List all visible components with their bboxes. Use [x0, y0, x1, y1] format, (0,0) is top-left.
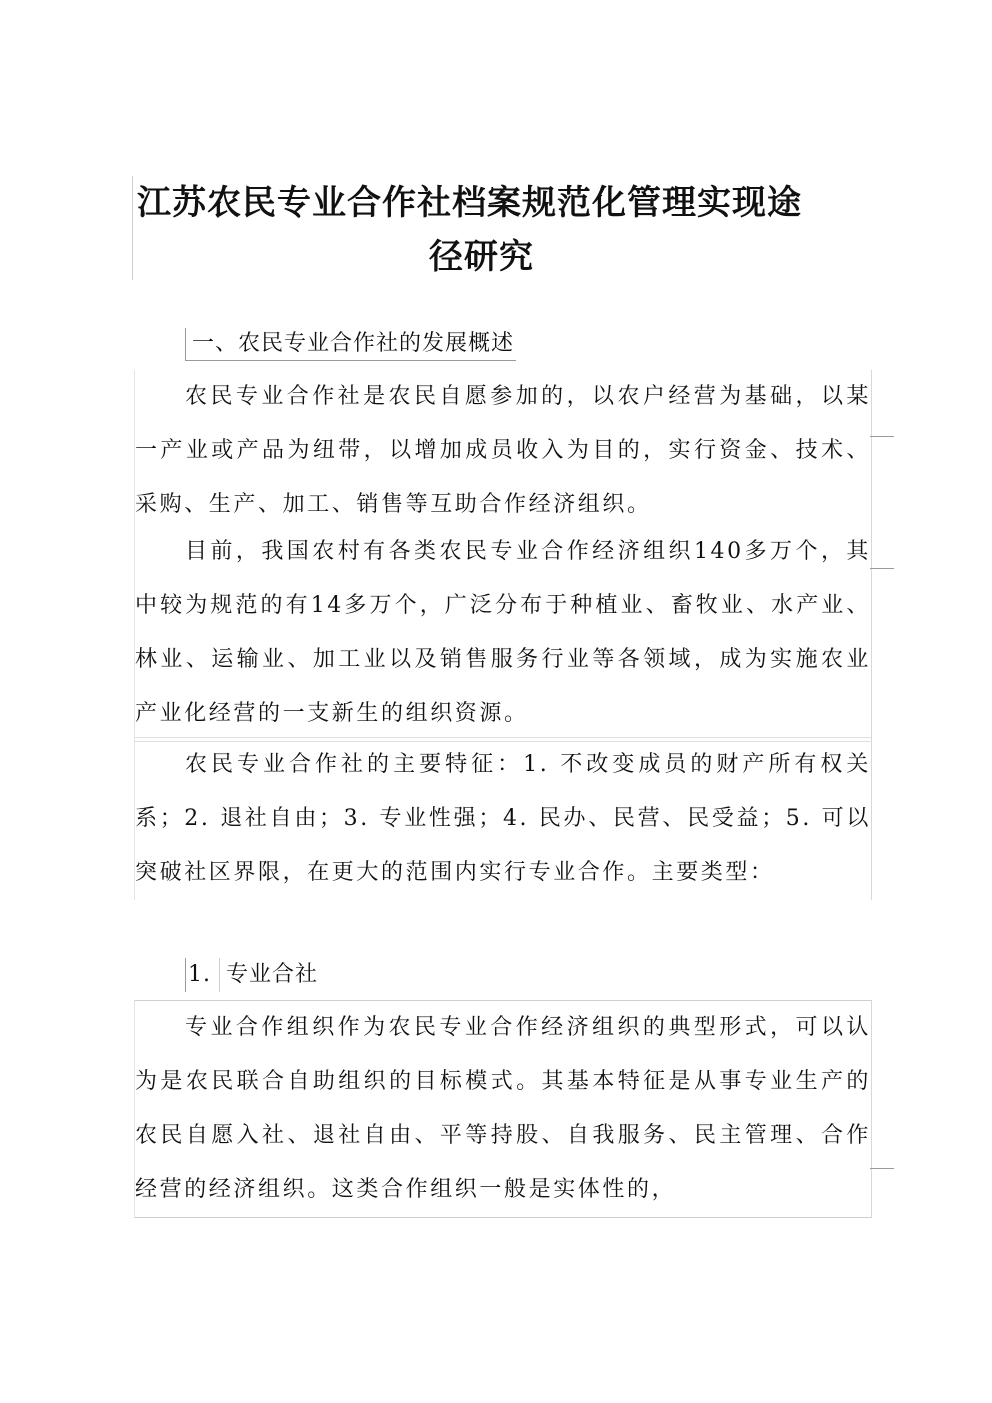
revision-mark: [870, 436, 894, 437]
paragraph-definition: 农民专业合作社是农民自愿参加的，以农户经营为基础，以某一产业或产品为纽带，以增加成员收入为目的，实行资金、技术、采购、生产、加工、销售等互助合作经济组织。: [134, 370, 872, 532]
section-heading: 一、农民专业合作社的发展概述: [185, 328, 516, 361]
paragraph-professional-cooperative: 专业合作组织作为农民专业合作经济组织的典型形式，可以认为是农民联合自助组织的目标模式。其基本特征是从事专业生产的农民自愿入社、退社自由、平等持股、自我服务、民主管理、合作经营的经济组织。这类合作组织一般是实体性的，: [134, 1000, 872, 1218]
paragraph-current-status: 目前，我国农村有各类农民专业合作经济组织140多万个，其中较为规范的有14多万个，广泛分布于种植业、畜牧业、水产业、林业、运输业、加工业以及销售服务行业等各领域，成为实施农业产业化经营的一支新生的组织资源。: [134, 525, 872, 742]
revision-mark: [870, 1168, 894, 1169]
title-line-2: 径研究: [429, 237, 534, 277]
subheading: [185, 958, 318, 992]
subheading-text: 专业合社: [226, 962, 319, 987]
subheading-number: 1.: [185, 958, 220, 992]
paragraph-main-features: 农民专业合作社的主要特征：1. 不改变成员的财产所有权关系；2. 退社自由；3. 专业性强；4. 民办、民营、民受益；5. 可以突破社区界限，在更大的范围内实行专业合作。主要类型：: [134, 737, 872, 900]
title-line-1: 江苏农民专业合作社档案规范化管理实现途: [137, 183, 802, 223]
revision-mark: [870, 568, 894, 569]
document-title: [132, 176, 887, 280]
